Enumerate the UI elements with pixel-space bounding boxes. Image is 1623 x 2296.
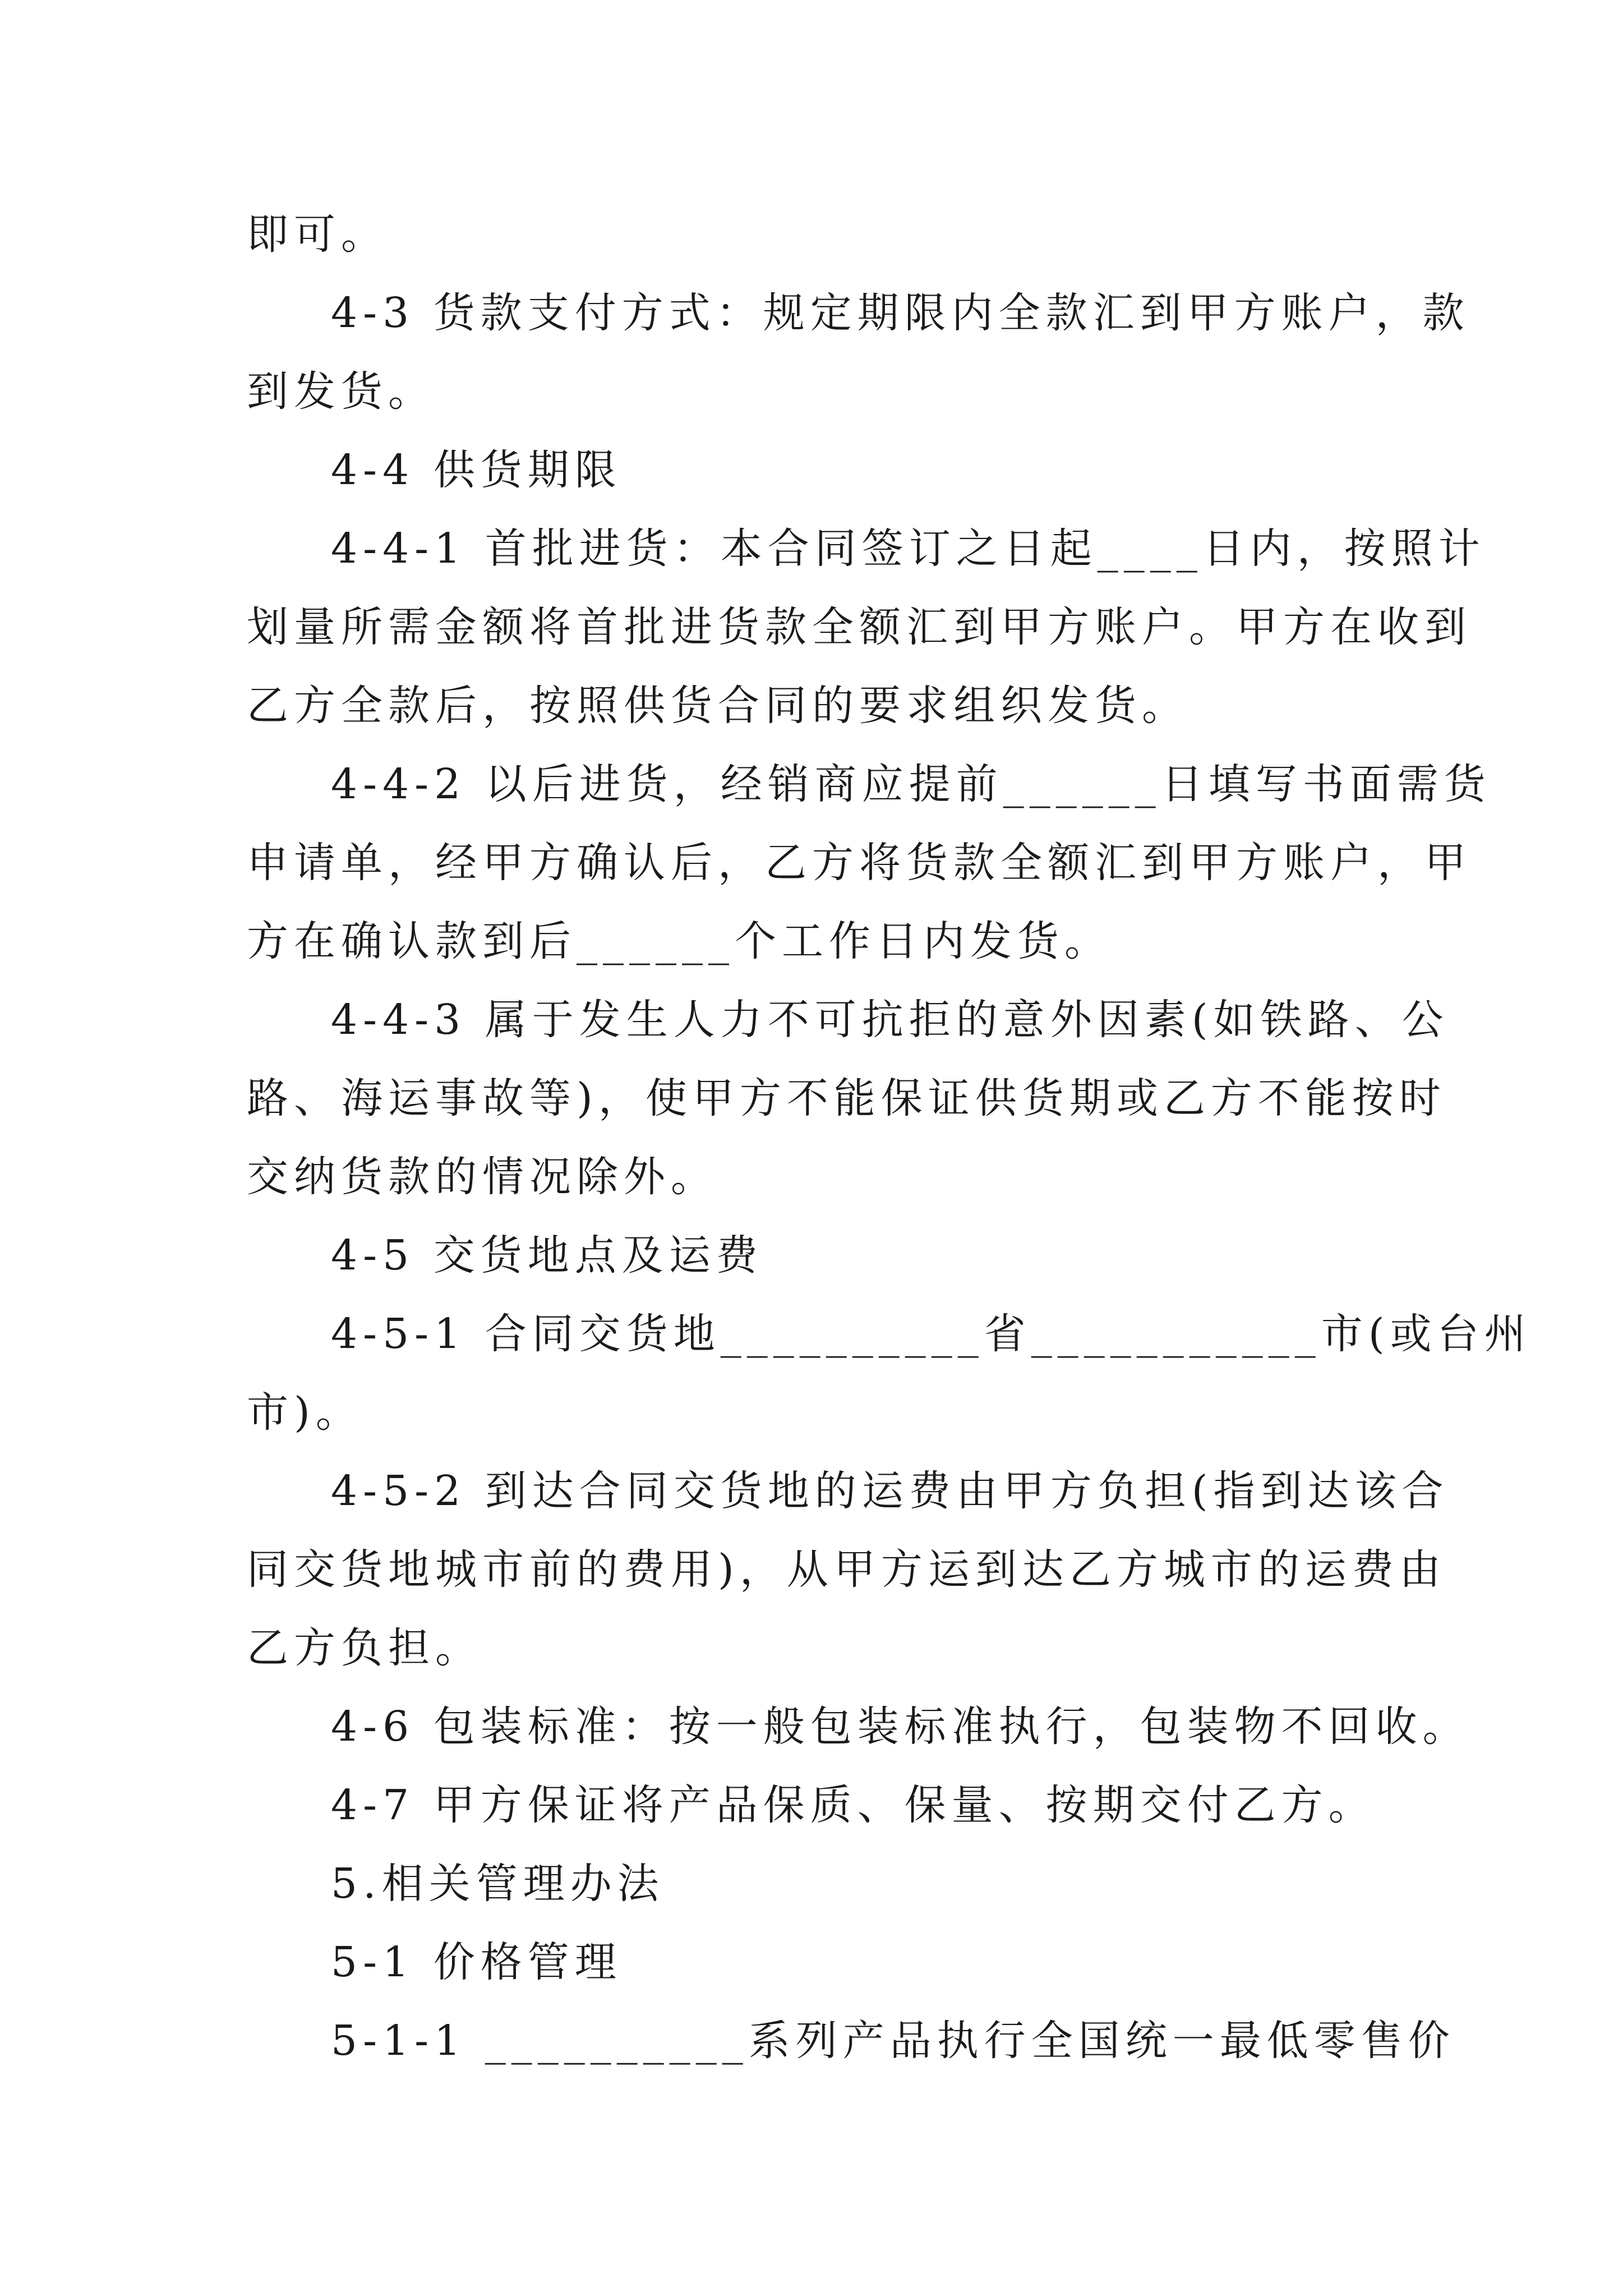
section-heading: 4-4 供货期限 bbox=[331, 446, 622, 494]
paragraph-line: 方在确认款到后______个工作日内发货。 bbox=[247, 917, 1112, 965]
paragraph-line: 4-7 甲方保证将产品保质、保量、按期交付乙方。 bbox=[331, 1781, 1376, 1829]
paragraph-line: 到发货。 bbox=[247, 367, 435, 416]
paragraph-line: 交纳货款的情况除外。 bbox=[247, 1153, 718, 1201]
paragraph-line: 4-3 货款支付方式：规定期限内全款汇到甲方账户，款 bbox=[331, 289, 1470, 337]
paragraph-line: 即可。 bbox=[247, 210, 388, 259]
paragraph-line: 乙方全款后，按照供货合同的要求组织发货。 bbox=[247, 682, 1189, 730]
paragraph-line: 4-6 包装标准：按一般包装标准执行，包装物不回收。 bbox=[331, 1703, 1470, 1751]
paragraph-line: 5-1-1 __________系列产品执行全国统一最低零售价 bbox=[331, 2017, 1455, 2065]
paragraph-line: 划量所需金额将首批进货款全额汇到甲方账户。甲方在收到 bbox=[247, 603, 1472, 651]
paragraph-line: 路、海运事故等)，使甲方不能保证供货期或乙方不能按时 bbox=[247, 1074, 1446, 1122]
section-heading: 5.相关管理办法 bbox=[331, 1860, 665, 1908]
paragraph-line: 4-4-2 以后进货，经销商应提前______日填写书面需货 bbox=[331, 760, 1491, 808]
section-heading: 4-5 交货地点及运费 bbox=[331, 1231, 763, 1280]
paragraph-line: 4-4-3 属于发生人力不可抗拒的意外因素(如铁路、公 bbox=[331, 996, 1449, 1044]
paragraph-line: 市)。 bbox=[247, 1388, 363, 1437]
paragraph-line: 乙方负担。 bbox=[247, 1624, 482, 1672]
paragraph-line: 4-5-2 到达合同交货地的运费由甲方负担(指到达该合 bbox=[331, 1467, 1449, 1515]
paragraph-line: 4-4-1 首批进货：本合同签订之日起____日内，按照计 bbox=[331, 524, 1486, 573]
paragraph-line: 同交货地城市前的费用)，从甲方运到达乙方城市的运费由 bbox=[247, 1545, 1446, 1594]
paragraph-line: 申请单，经甲方确认后，乙方将货款全额汇到甲方账户，甲 bbox=[247, 839, 1472, 887]
paragraph-line: 4-5-1 合同交货地__________省___________市(或台州 bbox=[331, 1310, 1532, 1358]
section-heading: 5-1 价格管理 bbox=[331, 1938, 622, 1986]
